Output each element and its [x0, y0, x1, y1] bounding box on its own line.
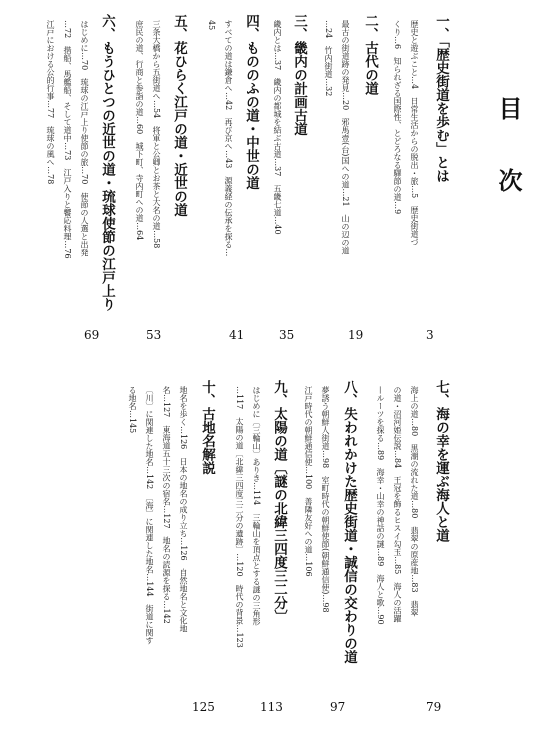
chapter-8-sub-2: 江戸時代の朝鮮通信使…100 善隣友好への道…106	[304, 386, 313, 577]
chapter-5-heading: 五、花ひらく江戸の道・近世の道	[171, 14, 187, 217]
chapter-1-heading: 一、「歴史街道を歩む」とは	[433, 14, 449, 183]
chapter-1-sub-1: 歴史と遊ぶこと…4 日常生活からの脱出・旅…5 歴史街道づ	[410, 20, 419, 247]
chapter-3-sub-1: 畿内とは…37 畿内の都城を結ぶ古道…37 五畿七道…40	[273, 20, 282, 235]
chapter-5-page: 53	[146, 328, 162, 342]
chapter-2-sub-1: 最古の街道跡の発見…20 邪馬壹(台)国への道…21 山の辺の道	[341, 20, 350, 255]
chapter-9-sub-1: はじめに〔三輪山〕ありき…114 三輪山を頂点とする謎の三角形	[252, 386, 261, 626]
chapter-9-page: 113	[260, 700, 283, 714]
chapter-1-page: 3	[426, 328, 434, 342]
chapter-3-heading: 三、畿内の計画古道	[291, 14, 307, 136]
chapter-3-page: 35	[279, 328, 295, 342]
chapter-5-sub-2: 庶民の道、行商と参詣の道…60 城下町、寺内町への道…64	[135, 20, 144, 241]
chapter-4-heading: 四、もののふの道・中世の道	[243, 14, 259, 190]
chapter-8-heading: 八、失われかけた歴史街道・誠信の交わりの道	[341, 380, 357, 664]
chapter-2-heading: 二、古代の道	[362, 14, 378, 95]
chapter-7-sub-3: —ルーツを探る…89 海幸・山幸の神話の謎…89 海人と歌…90	[376, 386, 385, 625]
page-title	[492, 96, 524, 192]
chapter-7-sub-2: の道・沼河姫伝説…84 王冠を飾るヒスイ勾玉…85 海人の活躍	[393, 386, 402, 623]
chapter-10-sub-2: 名…127 東海道五十三次の宿名…127 地名の読源を探る…142	[162, 386, 171, 624]
chapter-7-page: 79	[426, 700, 442, 714]
chapter-6-page: 69	[84, 328, 100, 342]
chapter-9-sub-2: …117 太陽の道〔北緯三四度三二分の遺跡〕…120 時代の背景…123	[235, 386, 244, 648]
chapter-6-sub-3: 江戸における公的行事…77 琉球の風へ…78	[46, 20, 55, 185]
chapter-10-page: 125	[192, 700, 215, 714]
title-char-2: 次	[494, 168, 523, 192]
chapter-1-sub-2: くり…6 知られざる国際性、とどろなる驛節の道…9	[393, 20, 402, 215]
chapter-10-sub-3: 〔川〕に関連した地名…142 〔海〕に関連した地名…144 街道に関す	[145, 386, 154, 645]
chapter-9-heading: 九、太陽の道〔謎の北緯三四度三二分〕	[271, 380, 287, 623]
title-char-1: 目	[494, 96, 523, 120]
chapter-6-sub-2: …72 揩船、馬艦船、そして道中…73 江戸入りと饗応料理…76	[63, 20, 72, 259]
chapter-8-page: 97	[330, 700, 346, 714]
chapter-5-sub-1: 三条大橋から五街道へ…54 将軍と公卿とお茶と大名の道…58	[152, 20, 161, 249]
chapter-8-sub-1: 夢誘う朝鮮人街道…98 室町時代の朝鮮使節(朝鮮通信使)…98	[321, 386, 330, 613]
chapter-7-heading: 七、海の幸を運ぶ海人と道	[433, 380, 449, 542]
chapter-7-sub-1: 海上の道…80 黒潮の流れた道…80 翡翠の原産地…83 翡翠	[410, 386, 419, 617]
chapter-10-sub-1: 地名を歩く…126 日本の地名の成り立ち…126 自然地名と文化地	[179, 386, 188, 633]
chapter-4-sub-2: 45	[207, 20, 216, 31]
chapter-6-heading: 六、もうひとつの近世の道・琉球使節の江戸上り	[99, 14, 115, 311]
chapter-6-sub-1: はじめに…70 琉球の江戸上り使節の旅…70 使節の人選と出発	[80, 20, 89, 257]
chapter-2-page: 19	[348, 328, 364, 342]
chapter-2-sub-2: …24 竹内街道…32	[324, 20, 333, 97]
chapter-4-page: 41	[229, 328, 245, 342]
chapter-10-heading: 十、古地名解説	[199, 380, 215, 475]
chapter-4-sub-1: すべての道は鎌倉へ…42 再び京へ…43 源義経の伝承を探る…	[224, 20, 233, 257]
chapter-10-sub-4: る地名…145	[128, 386, 137, 434]
